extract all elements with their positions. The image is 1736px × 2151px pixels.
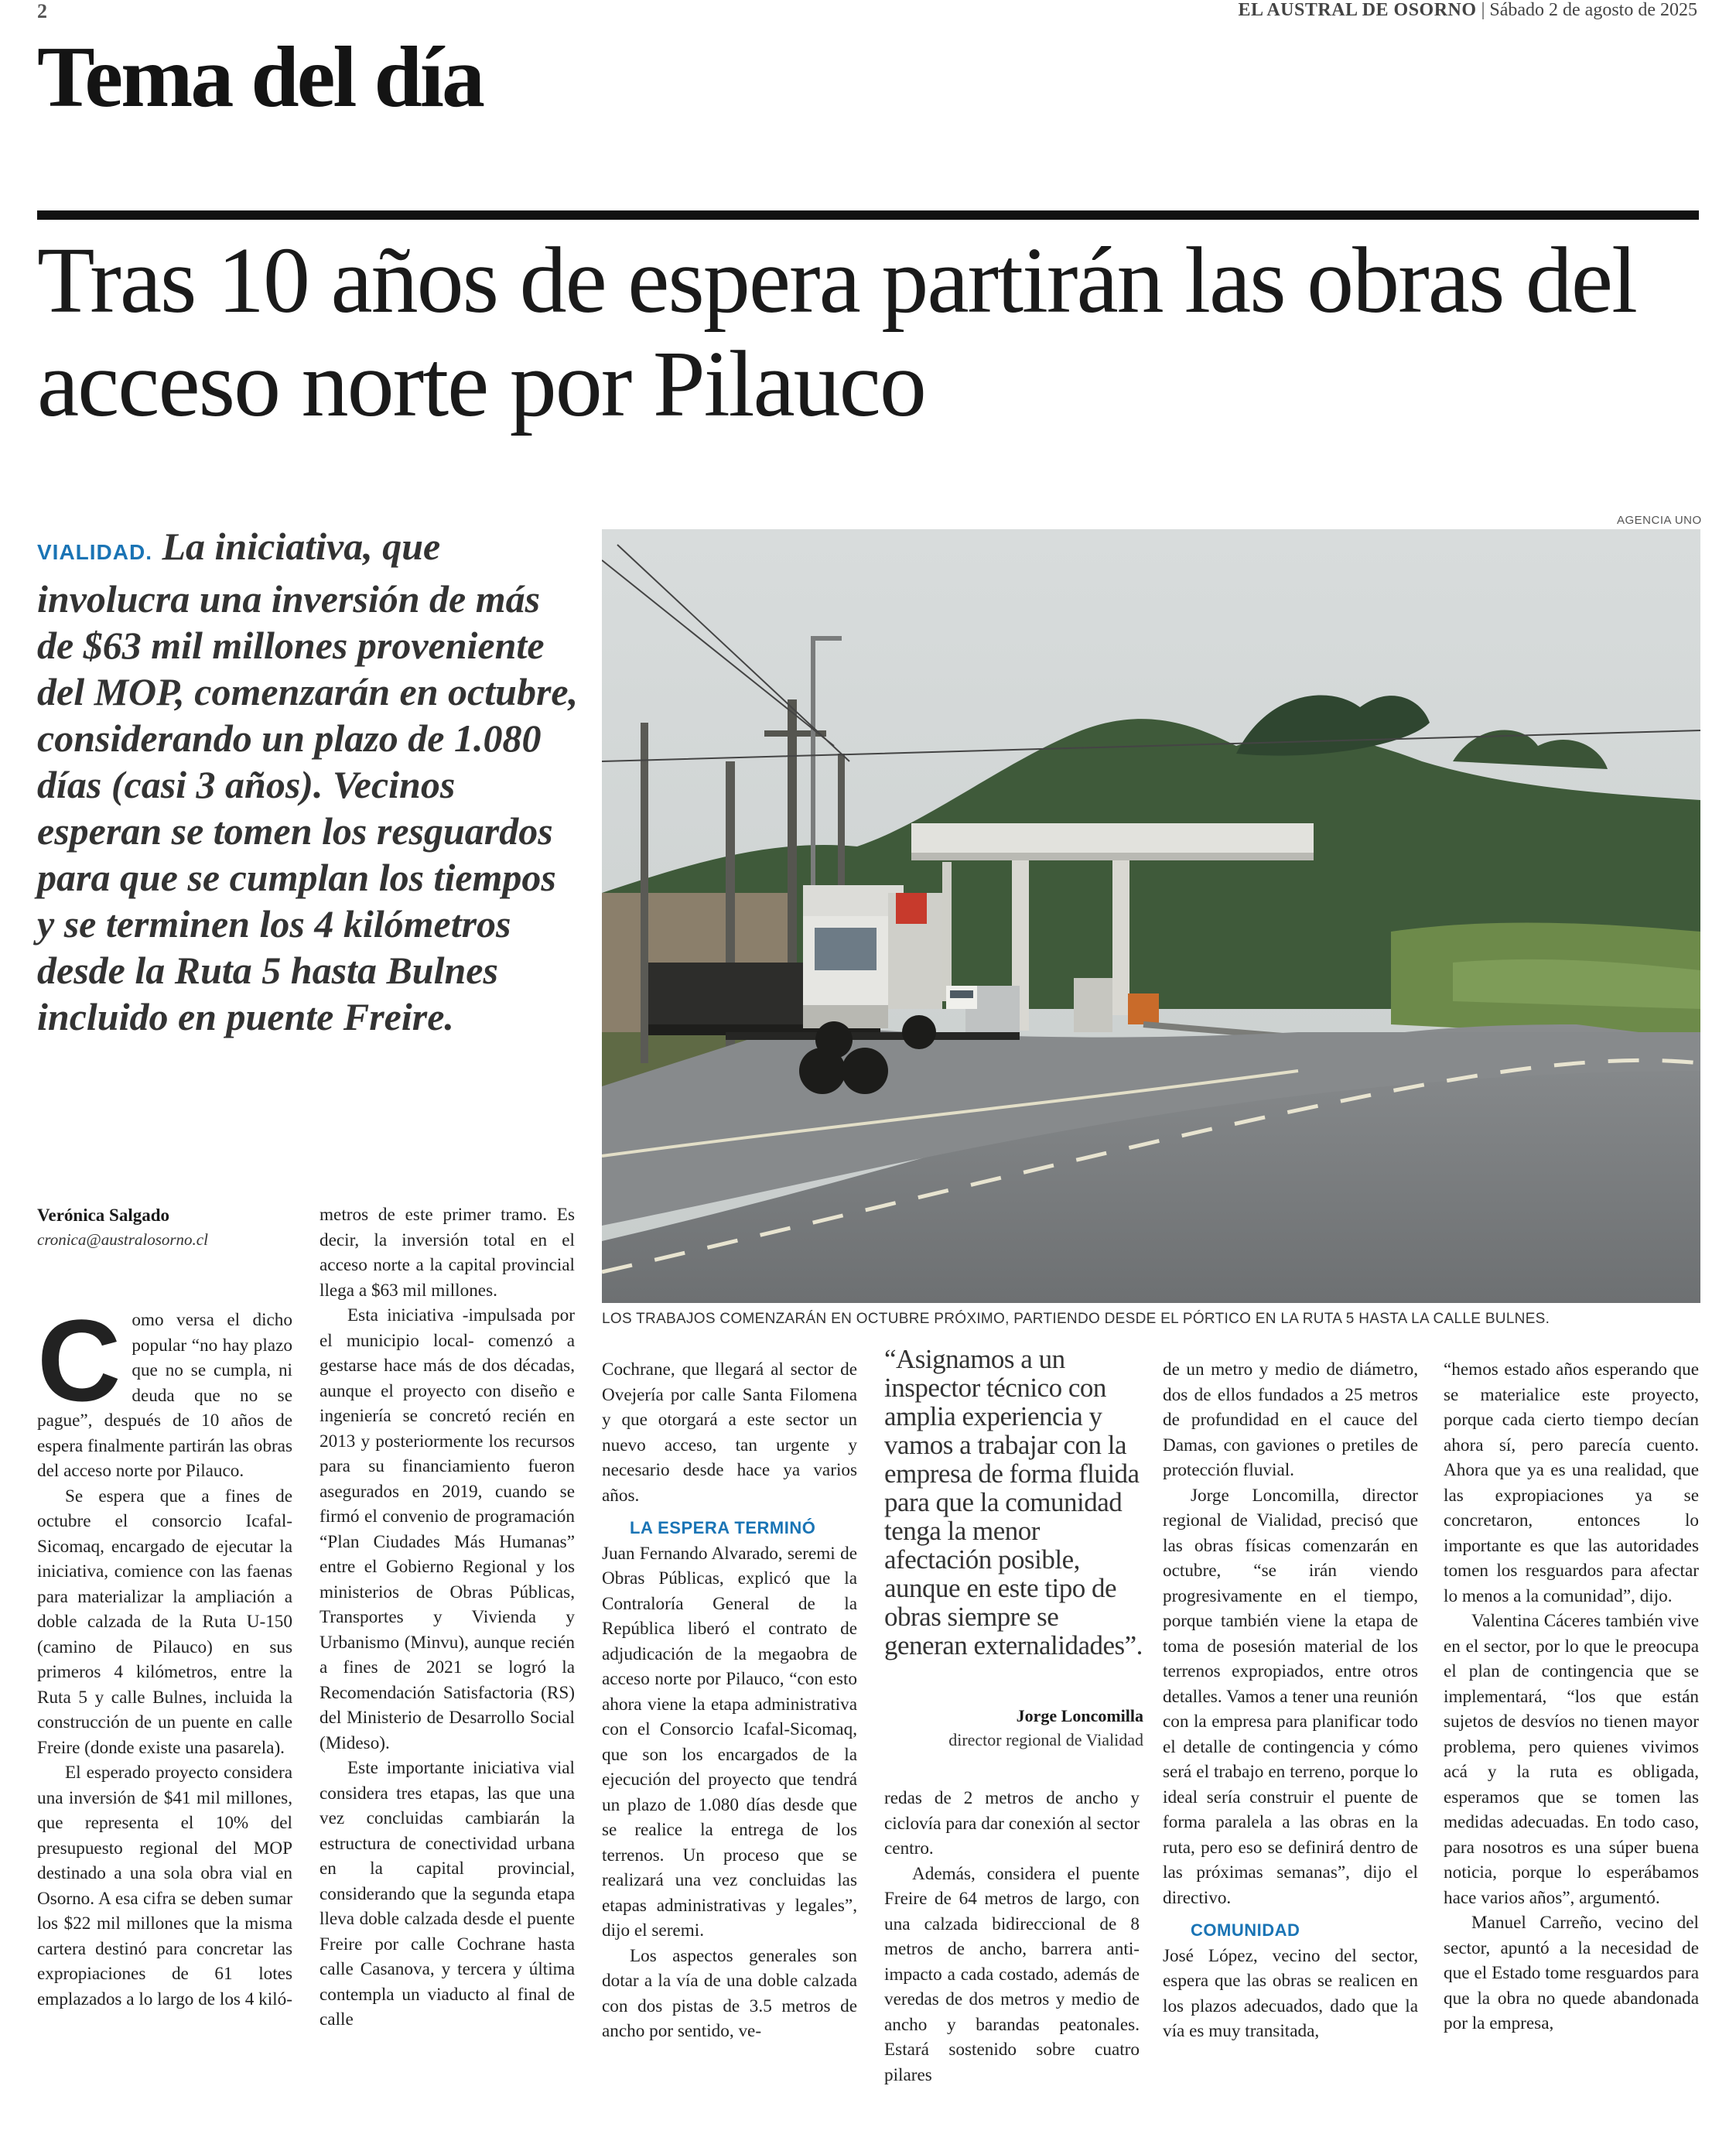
section-title: Tema del día [37,29,483,125]
issue-date: Sábado 2 de agosto de 2025 [1489,0,1697,20]
body-paragraph: “hemos estado años esperando que se materialice este proyecto, porque cada cierto tiempo decían ahora sí, pero parecía cuento. Ahora que ya es una realidad, que las expropiaciones ya se concretaron, entonces lo importante es que las autoridades tomen los resguardos para afectar lo menos a la comunidad”, dijo. [1444,1359,1699,1606]
news-photo [602,529,1700,1303]
byline-email: cronica@australosorno.cl [37,1230,208,1249]
newspaper-name: EL AUSTRAL DE OSORNO [1238,0,1477,20]
body-column-4 [884,1786,1140,2088]
subhead-la-espera: LA ESPERA TERMINÓ [630,1518,816,1537]
body-paragraph: Juan Fernando Alvarado, seremi de Obras Públicas, explicó que la Contraloría General de la República liberó el contrato de adjudicación de la megaobra de acceso norte por Pilauco, “con esto ahora viene la etapa administrativa con el Consorcio Icafal-Sicomaq, que son los encargados de la ejecución del proyecto que tendrá un plazo de 1.080 días desde que se realice la entrega de los terrenos. Un proceso que se realizará una vez concluidas las etapas administrativas y legales”, dijo el seremi. [602,1543,857,1941]
subhead-comunidad: COMUNIDAD [1191,1920,1300,1940]
body-column-5 [1163,1357,1418,2044]
body-column-3 [602,1357,857,2044]
pull-quote: “Asignamos a un inspector técnico con amplia experiencia y vamos a trabajar con la empresa de forma fluida para que la comunidad tenga la menor afectación posible, aunque en este tipo de obras siempre se generan externalidades”. [884,1344,1143,1660]
photo-credit: AGENCIA UNO [1617,514,1702,527]
pull-quote-name: Jorge Loncomilla [1016,1706,1143,1725]
folio [1238,0,1697,21]
body-paragraph: Manuel Carreño, vecino del sector, apuntó a la necesidad de que el Estado tome resguardos para que la obra no quede abandonada por la empresa, [1444,1913,1699,2033]
folio-separator: | [1476,0,1490,20]
drop-cap: C [37,1295,121,1425]
body-paragraph: Se espera que a fines de octubre el consorcio Icafal-Sicomaq, encargado de ejecutar la iniciativa, comience con las faenas para materializar la ampliación a doble calzada de la Ruta U-150 (camino de Pilauco) en sus primeros 4 kilómetros, entre la Ruta 5 y calle Bulnes, incluida la construcción de un puente en calle Freire (donde existe una pasarela). [37,1486,292,1758]
body-paragraph: Este importante iniciativa vial considera tres etapas, las que una vez concluidas cambiarán la estructura de conectividad urbana en la capital provincial, considerando que la segunda etapa lleva doble calzada desde el puente Freire por calle Cochrane hasta calle Casanova, y tercera y última contempla un viaducto al final de calle [320,1758,575,2030]
lead-kicker: VIALIDAD. [37,540,152,564]
body-column-6 [1444,1357,1699,2036]
lead-paragraph [37,523,579,1040]
body-column-2 [320,1202,575,2033]
headline: Tras 10 años de espera partirán las obras del acceso norte por Pilauco [37,228,1636,436]
section-rule [37,210,1699,220]
body-paragraph: metros de este primer tramo. Es decir, la inversión total en el acceso norte a la capital provincial llega a $63 mil millones. [320,1205,575,1301]
page-number: 2 [37,0,47,22]
body-paragraph: redas de 2 metros de ancho y ciclovía para dar conexión al sector centro. [884,1788,1140,1859]
pull-quote-role: director regional de Vialidad [948,1730,1143,1749]
body-paragraph: Cochrane, que llegará al sector de Ovejería por calle Santa Filomena y que otorgará a este sector un nuevo acceso, tan urgente y necesario desde hace ya varios años. [602,1359,857,1506]
body-paragraph: Esta iniciativa -impulsada por el municipio local- comenzó a gestarse hace más de dos décadas, aunque el proyecto con diseño e ingeniería se concretó recién en 2013 y posteriormente los recursos para su financiamiento fueron asegurados en 2019, cuando se firmó el convenio de programación “Plan Ciudades Más Humanas” entre el Gobierno Regional y los ministerios de Obras Públicas, Transportes y Vivienda y Urbanismo (Minvu), aunque recién a fines de 2021 se logró la Recomendación Satisfactoria (RS) del Ministerio de Desarrollo Social (Mideso). [320,1305,575,1753]
photo-caption: LOS TRABAJOS COMENZARÁN EN OCTUBRE PRÓXIMO, PARTIENDO DESDE EL PÓRTICO EN LA RUTA 5 HASTA LA CALLE BULNES. [602,1311,1550,1327]
body-paragraph: Los aspectos generales son dotar a la vía de una doble calzada con dos pistas de 3.5 metros de ancho por sentido, ve- [602,1945,857,2041]
body-paragraph: de un metro y medio de diámetro, dos de ellos fundados a 25 metros de profundidad en el cauce del Damas, con gaviones o pretiles de protección fluvial. [1163,1359,1418,1480]
body-column-1 [37,1295,292,2012]
body-paragraph: Además, considera el puente Freire de 64 metros de largo, con una calzada bidireccional de 8 metros de ancho, barrera anti-impacto a cada costado, además de veredas de dos metros y medio de ancho y barandas peatonales. Estará sostenido sobre cuatro pilares [884,1863,1140,2085]
body-paragraph: Valentina Cáceres también vive en el sector, por lo que le preocupa el plan de contingencia que se implementará, “los que están sujetos de desvíos no tienen mayor problema, pero quienes vivimos acá y la ruta es obligada, esperamos que se tomen las medidas adecuadas. En todo caso, para nosotros es una súper buena noticia, porque lo esperábamos hace varios años”, argumentó. [1444,1611,1699,1908]
body-paragraph: Jorge Loncomilla, director regional de Vialidad, precisó que las obras físicas comenzarán en octubre, “se irán viendo progresivamente en el tiempo, porque también viene la etapa de toma de posesión material de los terrenos expropiados, entre otros detalles. Vamos a tener una reunión con la empresa para planificar todo el detalle de contingencia y cómo será el trabajo en terreno, porque lo ideal sería construir el puente de forma paralela a las obras en la ruta, pero eso se definirá dentro de las próximas semanas”, dijo el directivo. [1163,1485,1418,1908]
body-paragraph: El esperado proyecto considera una inversión de $41 mil millones, que representa el 10% del presupuesto regional del MOP destinado a una sola obra vial en Osorno. A esa cifra se deben sumar los $22 mil millones que la misma cartera destinó para concretar las expropiaciones de 61 lotes emplazados a lo largo de los 4 kiló- [37,1763,292,2009]
body-paragraph: José López, vecino del sector, espera que las obras se realicen en los plazos adecuados, dado que la vía es muy transitada, [1163,1945,1418,2041]
byline-author: Verónica Salgado [37,1205,170,1225]
body-paragraph: omo versa el dicho popular “no hay plazo que no se cumpla, ni deuda que no se pague”, después de 10 años de espera finalmente partirán las obras del acceso norte por Pilauco. [37,1310,292,1481]
photo-illustration [602,529,1700,1303]
lead-text: La iniciativa, que involucra una inversión de más de $63 mil millones proveniente del MOP, comenzarán en octubre, considerando un plazo de 1.080 días (casi 3 años). Vecinos esperan se tomen los resguardos para que se cumplan los tiempos y se terminen los 4 kilómetros desde la Ruta 5 hasta Bulnes incluido en puente Freire. [37,525,579,1038]
